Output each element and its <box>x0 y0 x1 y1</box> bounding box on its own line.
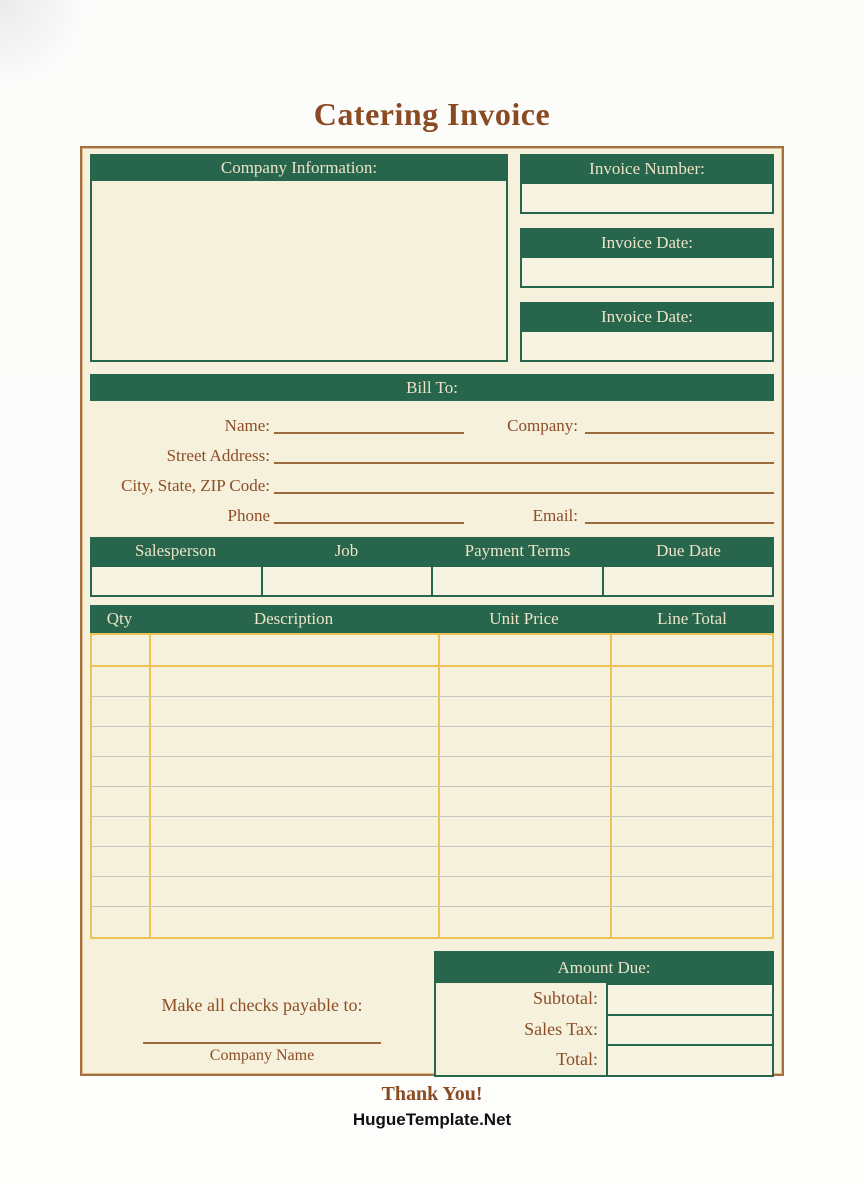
item-row <box>92 757 772 787</box>
item-cell-line-total[interactable] <box>612 635 772 665</box>
item-cell-qty[interactable] <box>92 907 151 937</box>
unit-price-header: Unit Price <box>489 609 559 628</box>
item-cell-line-total[interactable] <box>612 727 772 756</box>
item-cell-qty[interactable] <box>92 697 151 726</box>
company-info-block <box>90 154 508 362</box>
sales-info-header-row <box>90 537 774 565</box>
city-state-zip-field[interactable] <box>274 474 774 494</box>
item-cell-description[interactable] <box>151 907 440 937</box>
sales-tax-label: Sales Tax: <box>524 1018 598 1039</box>
item-cell-qty[interactable] <box>92 667 151 696</box>
item-cell-description[interactable] <box>151 847 440 876</box>
company-info-input[interactable] <box>90 181 508 362</box>
item-row <box>92 727 772 757</box>
amount-due-header: Amount Due: <box>436 953 772 983</box>
total-row <box>436 1044 772 1075</box>
phone-label: Phone <box>227 506 270 525</box>
item-cell-line-total[interactable] <box>612 907 772 937</box>
item-cell-description[interactable] <box>151 817 440 846</box>
item-cell-line-total[interactable] <box>612 757 772 786</box>
item-cell-description[interactable] <box>151 877 440 906</box>
item-cell-unit-price[interactable] <box>440 757 612 786</box>
checks-payable-label: Make all checks payable to: <box>161 995 363 1015</box>
street-address-field[interactable] <box>274 444 774 464</box>
job-input[interactable] <box>263 567 434 595</box>
salesperson-input[interactable] <box>92 567 263 595</box>
payment-terms-input[interactable] <box>433 567 604 595</box>
items-table-header <box>90 605 774 633</box>
item-cell-qty[interactable] <box>92 847 151 876</box>
item-cell-unit-price[interactable] <box>440 727 612 756</box>
item-cell-line-total[interactable] <box>612 667 772 696</box>
subtotal-label: Subtotal: <box>532 987 598 1008</box>
top-section <box>90 154 774 362</box>
item-row <box>92 667 772 697</box>
item-cell-unit-price[interactable] <box>440 907 612 937</box>
street-address-label: Street Address: <box>166 446 270 465</box>
item-cell-qty[interactable] <box>92 635 151 665</box>
city-state-zip-label: City, State, ZIP Code: <box>121 476 270 495</box>
item-cell-qty[interactable] <box>92 787 151 816</box>
invoice-date-header-2: Invoice Date: <box>522 304 772 330</box>
items-table-body <box>90 633 774 939</box>
thank-you-text: Thank You! <box>381 1083 483 1105</box>
company-field[interactable] <box>585 414 774 434</box>
bill-to-row-city <box>90 469 774 499</box>
item-cell-description[interactable] <box>151 667 440 696</box>
bill-to-header: Bill To: <box>90 374 774 401</box>
sales-info-input-row <box>90 565 774 597</box>
invoice-date-input[interactable] <box>522 256 772 286</box>
item-row <box>92 907 772 937</box>
item-row <box>92 787 772 817</box>
email-label: Email: <box>532 506 578 525</box>
total-input[interactable] <box>606 1044 772 1075</box>
job-header: Job <box>334 541 359 560</box>
qty-header: Qty <box>106 609 133 628</box>
item-row <box>92 635 772 667</box>
total-label: Total: <box>556 1049 598 1070</box>
invoice-number-header: Invoice Number: <box>522 156 772 182</box>
company-name-signature-line[interactable] <box>143 1032 381 1044</box>
sales-tax-row <box>436 1014 772 1045</box>
item-cell-unit-price[interactable] <box>440 817 612 846</box>
bill-to-fields <box>90 409 774 529</box>
item-cell-unit-price[interactable] <box>440 877 612 906</box>
item-cell-qty[interactable] <box>92 877 151 906</box>
page-title: Catering Invoice <box>313 96 551 132</box>
item-cell-description[interactable] <box>151 757 440 786</box>
checks-payable-block <box>90 951 434 1077</box>
invoice-number-block <box>520 154 774 214</box>
item-cell-unit-price[interactable] <box>440 787 612 816</box>
line-total-header: Line Total <box>657 609 727 628</box>
bottom-section <box>90 951 774 1077</box>
item-cell-line-total[interactable] <box>612 817 772 846</box>
invoice-date-header: Invoice Date: <box>522 230 772 256</box>
item-cell-description[interactable] <box>151 727 440 756</box>
company-info-header: Company Information: <box>90 154 508 181</box>
item-cell-line-total[interactable] <box>612 787 772 816</box>
item-row <box>92 817 772 847</box>
bill-to-row-name-company <box>90 409 774 439</box>
amount-due-block <box>434 951 774 1077</box>
sales-tax-input[interactable] <box>606 1014 772 1045</box>
phone-field[interactable] <box>274 504 464 524</box>
name-label: Name: <box>224 416 270 435</box>
invoice-date-block <box>520 228 774 288</box>
company-label: Company: <box>507 416 578 435</box>
subtotal-input[interactable] <box>606 983 772 1014</box>
item-row <box>92 847 772 877</box>
invoice-form <box>80 146 784 1076</box>
item-cell-line-total[interactable] <box>612 877 772 906</box>
bill-to-row-phone-email <box>90 499 774 529</box>
payment-terms-header: Payment Terms <box>464 541 571 560</box>
item-row <box>92 697 772 727</box>
item-cell-line-total[interactable] <box>612 697 772 726</box>
item-cell-description[interactable] <box>151 635 440 665</box>
description-header: Description <box>253 609 334 628</box>
watermark-text: HugueTemplate.Net <box>352 1110 512 1129</box>
item-cell-unit-price[interactable] <box>440 667 612 696</box>
invoice-date-input-2[interactable] <box>522 330 772 360</box>
email-field[interactable] <box>585 504 774 524</box>
name-field[interactable] <box>274 414 464 434</box>
item-cell-qty[interactable] <box>92 757 151 786</box>
due-date-header: Due Date <box>656 541 721 560</box>
subtotal-row <box>436 983 772 1014</box>
item-cell-unit-price[interactable] <box>440 697 612 726</box>
item-cell-qty[interactable] <box>92 817 151 846</box>
invoice-meta-column <box>520 154 774 362</box>
item-cell-qty[interactable] <box>92 727 151 756</box>
due-date-input[interactable] <box>604 567 773 595</box>
item-row <box>92 877 772 907</box>
bill-to-row-street <box>90 439 774 469</box>
item-cell-description[interactable] <box>151 787 440 816</box>
item-cell-line-total[interactable] <box>612 847 772 876</box>
company-name-caption: Company Name <box>209 1047 315 1064</box>
salesperson-header: Salesperson <box>134 541 217 560</box>
item-cell-unit-price[interactable] <box>440 847 612 876</box>
invoice-date-block-2 <box>520 302 774 362</box>
item-cell-description[interactable] <box>151 697 440 726</box>
invoice-number-input[interactable] <box>522 182 772 212</box>
item-cell-unit-price[interactable] <box>440 635 612 665</box>
